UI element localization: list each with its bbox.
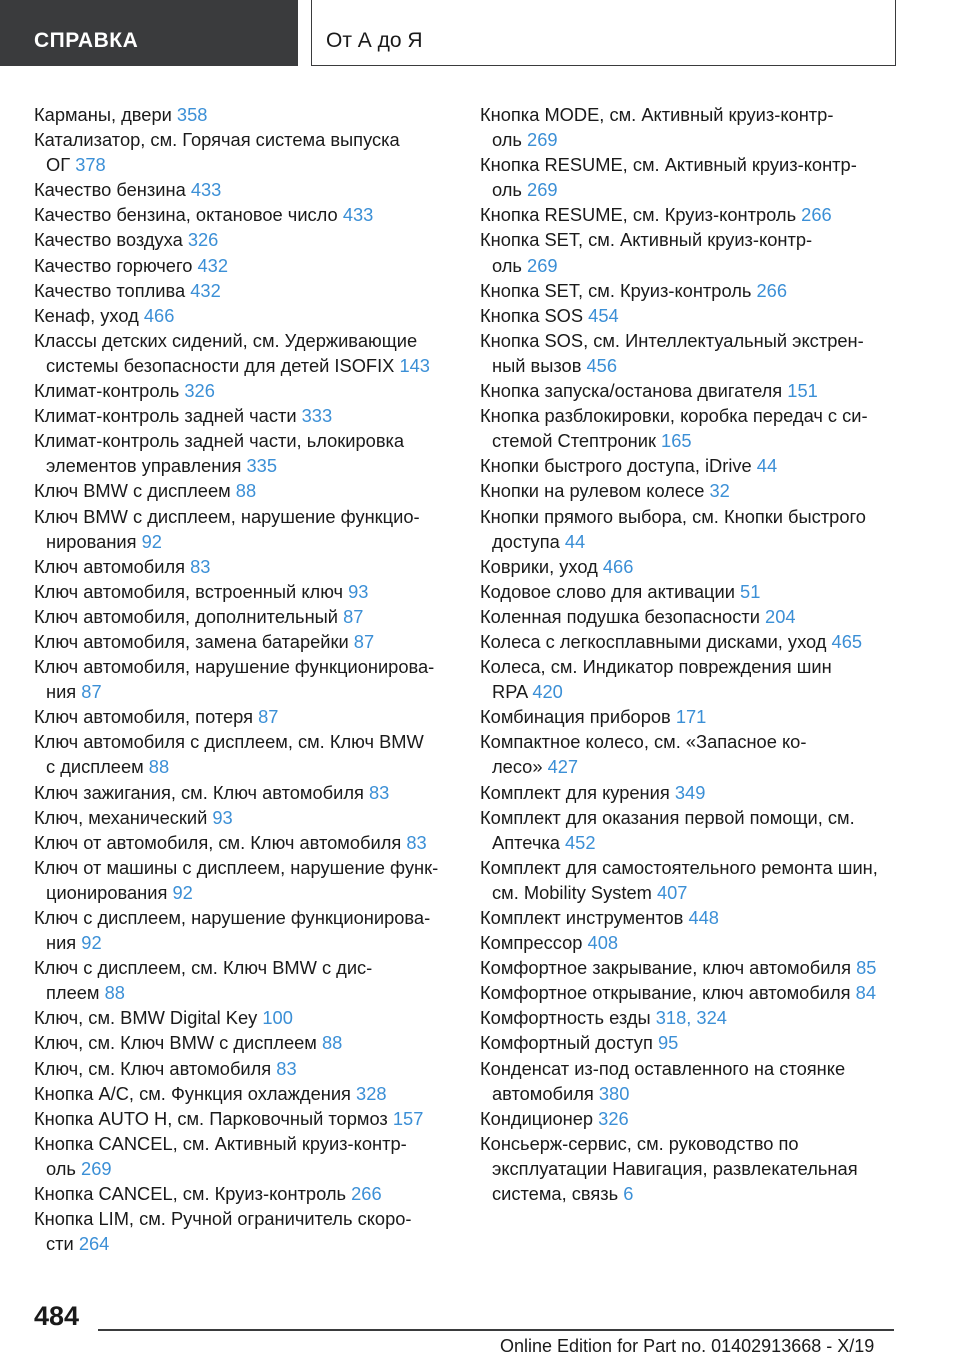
page-reference-link[interactable]: 328 (356, 1082, 387, 1104)
index-entry-text: доступа (492, 530, 565, 552)
index-entry (34, 1181, 464, 1206)
index-entry-text: ный вызов (492, 354, 587, 376)
index-entry (480, 227, 920, 277)
index-entry-text: оль (492, 254, 528, 276)
index-entry (480, 805, 920, 855)
index-entry-text: RPA (492, 681, 533, 703)
index-entry-text: автомобиля (492, 1082, 599, 1104)
index-column-right (480, 102, 920, 1206)
index-entry-text: Ключ, см. BMW Digital Key (34, 1007, 263, 1029)
page-reference-link[interactable]: 456 (586, 354, 618, 376)
index-entry-text: Ключ зажигания, см. Ключ автомобиля (34, 781, 369, 803)
page-reference-link[interactable]: 432 (190, 279, 221, 301)
page-reference-link[interactable]: 266 (801, 204, 832, 226)
index-entry (34, 1131, 464, 1181)
index-entry-text: Комбинация приборов (480, 706, 676, 728)
index-entry (480, 1005, 920, 1030)
index-entry-text: Конденсат из-под оставленного на стоянке (480, 1057, 846, 1079)
index-entry-text: Ключ автомобиля, дополнительный (34, 605, 344, 627)
index-entry (34, 102, 464, 127)
index-entry-text: Катализатор, см. Горячая система выпуска (34, 129, 400, 151)
page-reference-link[interactable]: 92 (172, 881, 193, 903)
page-reference-link[interactable]: 358 (176, 104, 208, 125)
index-entry (34, 504, 464, 554)
page-reference-link[interactable]: 204 (765, 605, 796, 627)
index-entry-text: Ключ, см. Ключ автомобиля (34, 1057, 277, 1079)
index-entry (480, 579, 920, 604)
index-entry-text: ния (46, 932, 82, 954)
index-entry (34, 303, 464, 328)
page-reference-link[interactable]: 87 (258, 706, 279, 728)
index-entry-text: Кнопка MODE, см. Активный круиз-контр- (480, 104, 834, 125)
index-entry-text: Кнопка SOS (480, 304, 589, 326)
index-entry-text: Комфортное открывание, ключ автомобиля (480, 982, 856, 1004)
page-reference-link[interactable]: 420 (532, 681, 563, 703)
index-entry-text: Качество горючего (34, 254, 198, 276)
index-entry-text: Комплект для самостоятельного ремонта шин, (480, 856, 878, 878)
index-entry (34, 855, 464, 905)
index-entry-text: оль (492, 129, 528, 151)
index-entry (480, 654, 920, 704)
index-entry-text: плеем (46, 982, 105, 1004)
page-reference-link[interactable]: 427 (547, 756, 579, 778)
index-entry-text: ния (46, 681, 82, 703)
index-entry-text: лесо» (492, 756, 548, 778)
index-entry (34, 805, 464, 830)
index-entry-text: Консьерж-сервис, см. руководство по (480, 1132, 799, 1154)
index-entry-text: Комфортное закрывание, ключ автомобиля (480, 957, 857, 979)
page-reference-link[interactable]: 83 (190, 555, 211, 577)
index-entry-text: Климат-контроль задней части (34, 405, 302, 427)
index-entry-text: Ключ, механический (34, 806, 213, 828)
page-reference-link[interactable]: 264 (78, 1233, 110, 1255)
index-entry (34, 1005, 464, 1030)
index-entry (34, 604, 464, 629)
index-entry-text: Кнопка запуска/останова двигателя (480, 380, 788, 402)
page-reference-link[interactable]: 408 (587, 932, 619, 954)
index-entry-text: Колеса, см. Индикатор повреждения шин (480, 656, 832, 678)
page-reference-link[interactable]: 51 (740, 580, 761, 602)
page-reference-link[interactable]: 83 (276, 1057, 297, 1079)
index-entry-text: ОГ (46, 154, 76, 176)
index-entry-text: Компактное колесо, см. «Запасное ко- (480, 731, 807, 753)
page-reference-link[interactable]: 407 (656, 881, 688, 903)
index-entry-text: Ключ автомобиля, потеря (34, 706, 259, 728)
page-reference-link[interactable]: 85 (856, 957, 877, 979)
index-entry (480, 905, 920, 930)
index-entry-text: Кнопка CANCEL, см. Активный круиз-контр- (34, 1132, 407, 1154)
page-reference-link[interactable]: 83 (369, 781, 390, 803)
edition-footer: Online Edition for Part no. 01402913668 - X/19 (500, 1336, 875, 1356)
index-entry (34, 1056, 464, 1081)
index-entry-text: Кнопка SET, см. Круиз-контроль (480, 279, 757, 301)
page-reference-link[interactable]: 84 (855, 982, 876, 1004)
index-entry-text: Ключ, см. Ключ BMW с дисплеем (34, 1032, 322, 1054)
index-entry (480, 1106, 920, 1131)
index-entry-text: Кнопка RESUME, см. Активный круиз-контр- (480, 154, 857, 176)
index-entry-text: система, связь (492, 1183, 624, 1205)
index-entry-text: эксплуатации Навигация, развлекательная (492, 1157, 858, 1179)
index-entry (480, 604, 920, 629)
index-entry (34, 127, 464, 177)
index-entry (34, 378, 464, 403)
page-reference-link[interactable]: 92 (81, 932, 102, 954)
page-reference-link[interactable]: 269 (81, 1157, 112, 1179)
index-entry-text: Колеса с легкосплавными дисками, уход (480, 630, 832, 652)
chapter-title: От А до Я (326, 29, 423, 52)
index-entry-text: Комфортность езды (480, 1007, 656, 1029)
page-reference-link[interactable]: 87 (343, 605, 364, 627)
page-reference-link[interactable]: 44 (564, 530, 586, 552)
index-entry (34, 403, 464, 428)
page-reference-link[interactable]: 452 (565, 831, 596, 853)
index-entry-text: оль (46, 1157, 82, 1179)
page-reference-link[interactable]: 165 (661, 430, 692, 452)
page-number: 484 (34, 1301, 80, 1331)
section-label: СПРАВКА (34, 29, 139, 52)
index-entry-text: Комплект для курения (480, 781, 675, 803)
index-entry-text: системы безопасности для детей ISOFIX (46, 354, 400, 376)
page-reference-link[interactable]: 269 (527, 179, 558, 201)
page-reference-link[interactable]: 466 (602, 555, 634, 577)
index-entry-text: Ключ автомобиля, замена батарейки (34, 630, 354, 652)
page-reference-link[interactable]: 432 (197, 254, 229, 276)
index-entry (34, 1106, 464, 1131)
index-entry-text: Аптечка (492, 831, 565, 853)
page-reference-link[interactable]: 88 (235, 480, 257, 502)
page-reference-link[interactable]: 88 (104, 982, 125, 1004)
page-reference-link[interactable]: 378 (75, 154, 106, 176)
chapter-title-box (311, 0, 896, 66)
index-entry-text: Кнопка разблокировки, коробка передач с си- (480, 405, 868, 427)
index-entry-text: Кнопка SET, см. Активный круиз-контр- (480, 229, 813, 251)
index-entry-text: Ключ от автомобиля, см. Ключ автомобиля (34, 831, 407, 853)
page-reference-link[interactable]: 87 (353, 630, 375, 652)
index-entry-text: Кнопки быстрого доступа, iDrive (480, 455, 757, 477)
index-entry (480, 202, 920, 227)
index-entry-text: Кнопки на рулевом колесе (480, 480, 710, 502)
page-reference-link[interactable]: 454 (588, 304, 619, 326)
index-entry-text: нирования (46, 530, 142, 552)
page-reference-link[interactable]: 326 (598, 1107, 629, 1129)
index-entry-text: Качество топлива (34, 279, 191, 301)
index-entry (480, 1030, 920, 1055)
index-entry (34, 278, 464, 303)
index-entry (34, 1081, 464, 1106)
page-reference-link[interactable]: 87 (81, 681, 102, 703)
index-entry-text: Ключ с дисплеем, нарушение функционирова- (34, 907, 431, 928)
index-entry (480, 855, 920, 905)
page-reference-link[interactable]: 92 (141, 530, 162, 552)
index-entry-text: Ключ BMW с дисплеем, нарушение функцио- (34, 505, 420, 527)
index-entry-text: Кнопка RESUME, см. Круиз-контроль (480, 204, 802, 226)
page-reference-link[interactable]: 100 (262, 1007, 293, 1029)
index-entry (480, 729, 920, 779)
index-entry (34, 328, 464, 378)
index-entry (480, 504, 920, 554)
index-entry (34, 227, 464, 252)
index-entry (34, 428, 464, 478)
index-entry (480, 704, 920, 729)
index-entry-text: Кнопка A/C, см. Функция охлаждения (34, 1082, 357, 1104)
page-reference-link[interactable]: 83 (406, 831, 427, 853)
index-entry (480, 554, 920, 579)
index-entry (34, 554, 464, 579)
index-entry-text: стемой Стептроник (492, 430, 662, 452)
page-reference-link[interactable]: 380 (598, 1082, 630, 1104)
index-entry (34, 579, 464, 604)
index-entry (34, 1030, 464, 1055)
page-reference-link[interactable]: 433 (190, 179, 222, 201)
index-entry (480, 152, 920, 202)
index-entry-text: Кнопка AUTO H, см. Парковочный тормоз (34, 1107, 393, 1129)
page-reference-link[interactable]: 32 (709, 480, 730, 502)
index-entry-text: Ключ автомобиля, встроенный ключ (34, 580, 349, 602)
index-entry-text: Климат-контроль задней части, ьлокировка (34, 430, 405, 452)
page-reference-link[interactable]: 465 (831, 630, 863, 652)
index-entry-text: Комплект инструментов (480, 907, 689, 928)
index-entry-text: Кодовое слово для активации (480, 580, 741, 602)
index-entry (480, 629, 920, 654)
index-entry (34, 704, 464, 729)
page-reference-link[interactable]: 88 (321, 1032, 343, 1054)
page-reference-link[interactable]: 326 (184, 380, 215, 402)
index-entry-text: Коленная подушка безопасности (480, 605, 766, 627)
index-entry-text: Качество воздуха (34, 229, 188, 251)
index-entry (480, 453, 920, 478)
page-reference-link[interactable]: 88 (148, 756, 170, 778)
index-entry (34, 830, 464, 855)
index-entry (34, 202, 464, 227)
index-column-left (34, 102, 464, 1256)
page-reference-link[interactable]: 466 (143, 304, 175, 326)
index-entry (34, 629, 464, 654)
page-reference-link[interactable]: 143 (399, 354, 430, 376)
index-entry-text: Ключ автомобиля, нарушение функционирова- (34, 656, 435, 678)
index-entry (480, 303, 920, 328)
footer-divider (98, 1329, 894, 1331)
index-entry-text: Ключ BMW с дисплеем (34, 480, 236, 502)
section-tab (0, 0, 298, 66)
page-header (0, 0, 960, 66)
index-entry (480, 378, 920, 403)
page-reference-link[interactable]: 266 (351, 1183, 382, 1205)
index-entry-text: Кнопки прямого выбора, см. Кнопки быстрого (480, 505, 866, 527)
index-entry (34, 955, 464, 1005)
page-reference-link[interactable]: 318, 324 (655, 1007, 727, 1029)
page-reference-link[interactable]: 349 (674, 781, 706, 803)
index-entry (34, 1206, 464, 1256)
index-entry (34, 478, 464, 503)
page-reference-link[interactable]: 93 (212, 806, 233, 828)
index-entry-text: сти (46, 1233, 79, 1255)
index-entry (480, 1131, 920, 1206)
index-entry-text: Коврики, уход (480, 555, 603, 577)
index-entry (34, 177, 464, 202)
page-reference-link[interactable]: 157 (392, 1107, 424, 1129)
index-entry-text: см. Mobility System (492, 881, 657, 903)
index-entry (480, 478, 920, 503)
index-entry-text: Качество бензина, октановое число (34, 204, 343, 226)
page-reference-link[interactable]: 151 (787, 380, 818, 402)
index-entry (34, 780, 464, 805)
page-reference-link[interactable]: 269 (527, 254, 558, 276)
page-reference-link[interactable]: 448 (688, 907, 719, 928)
index-entry-text: Ключ с дисплеем, см. Ключ BMW с дис- (34, 957, 373, 979)
page-reference-link[interactable]: 95 (657, 1032, 679, 1054)
page-reference-link[interactable]: 269 (527, 129, 558, 151)
index-entry-text: Кнопка SOS, см. Интеллектуальный экстрен- (480, 329, 864, 351)
index-entry-text: ционирования (46, 881, 173, 903)
index-entry-text: Комплект для оказания первой помощи, см. (480, 806, 855, 828)
index-entry (480, 102, 920, 152)
page-reference-link[interactable]: 433 (342, 204, 374, 226)
index-entry (480, 1056, 920, 1106)
index-entry-text: с дисплеем (46, 756, 149, 778)
index-entry-text: Ключ автомобиля с дисплеем, см. Ключ BMW (34, 731, 424, 753)
page-reference-link[interactable]: 44 (756, 455, 778, 477)
index-entry-text: Классы детских сидений, см. Удерживающие (34, 329, 418, 351)
index-entry-text: Комфортный доступ (480, 1032, 658, 1054)
page-reference-link[interactable]: 326 (187, 229, 219, 251)
page-reference-link[interactable]: 333 (301, 405, 333, 427)
index-entry-text: Кенаф, уход (34, 304, 144, 326)
page-reference-link[interactable]: 171 (675, 706, 707, 728)
index-entry-text: Ключ от машины с дисплеем, нарушение функ- (34, 856, 439, 878)
index-entry-text: Компрессор (480, 932, 588, 954)
index-entry-text: Кондиционер (480, 1107, 599, 1129)
index-entry-text: Климат-контроль (34, 380, 185, 402)
index-entry (34, 729, 464, 779)
index-entry (480, 328, 920, 378)
index-entry (34, 253, 464, 278)
index-entry-text: Кнопка LIM, см. Ручной ограничитель скоро- (34, 1208, 412, 1230)
index-entry-text: Ключ автомобиля (34, 555, 191, 577)
index-entry-text: Качество бензина (34, 179, 191, 201)
index-entry-text: оль (492, 179, 528, 201)
page-reference-link[interactable]: 335 (246, 455, 278, 477)
index-entry (34, 654, 464, 704)
index-entry-text: Кнопка CANCEL, см. Круиз-контроль (34, 1183, 352, 1205)
index-entry (34, 905, 464, 955)
index-entry (480, 780, 920, 805)
index-entry (480, 980, 920, 1005)
page-reference-link[interactable]: 266 (756, 279, 788, 301)
index-entry (480, 403, 920, 453)
page-reference-link[interactable]: 6 (623, 1183, 634, 1205)
index-entry (480, 278, 920, 303)
index-entry-text: Карманы, двери (34, 104, 177, 125)
index-entry (480, 955, 920, 980)
page-reference-link[interactable]: 93 (348, 580, 369, 602)
index-entry (480, 930, 920, 955)
index-entry-text: элементов управления (46, 455, 247, 477)
